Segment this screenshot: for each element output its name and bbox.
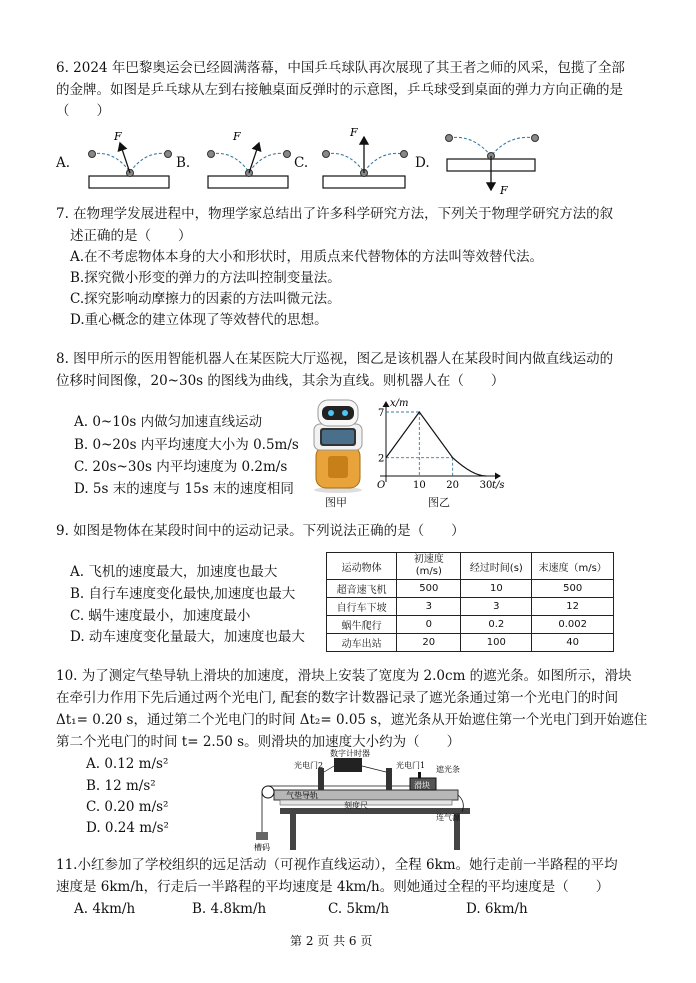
table-header-row [327,553,614,580]
table-row [327,580,614,598]
xt-graph-xtick-20: 20 [446,480,460,491]
q11-option-d: D. 6km/h [466,901,528,917]
table-cell: 自行车下坡 [327,598,397,616]
label-shade: 遮光条 [436,765,460,774]
q9-stem: 9. 如图是物体在某段时间中的运动记录。下列说法正确的是（ ） [56,523,465,539]
xt-graph-y-label: x/m [390,398,409,409]
q7-option-a: A.在不考虑物体本身的大小和形状时，用质点来代替物体的方法叫等效替代法。 [70,249,544,265]
q6-figure-d [443,128,539,198]
q7-stem-line1: 7. 在物理学发展进程中，物理学家总结出了许多科学研究方法，下列关于物理学研究方法的叙 [56,206,614,222]
label-ruler: 刻度尺 [344,801,368,810]
label-slider: 滑块 [414,781,430,790]
q11-option-c: C. 5km/h [328,901,390,917]
q6-force-label-c: F [350,126,358,139]
q10-stem-line3: Δt₁= 0.20 s，通过第二个光电门的时间 Δt₂= 0.05 s，遮光条从开始遮住第一个光电门到开始遮住 [56,712,648,728]
table-cell: 12 [532,598,614,616]
q6-option-a-label: A. [56,155,71,171]
xt-graph-x-label: t/s [492,480,505,491]
table-cell: 0 [397,616,461,634]
q6-force-label-a: F [114,130,122,143]
table-row [327,598,614,616]
q8-option-a: A. 0~10s 内做匀加速直线运动 [74,414,263,430]
robot-image [308,394,368,494]
table-header-cell: 经过时间(s) [461,553,532,580]
q8-stem-line1: 8. 图甲所示的医用智能机器人在某医院大厅巡视，图乙是该机器人在某段时间内做直线运动的 [56,351,614,367]
q6-answer-blank: （ ） [56,103,110,119]
table-cell: 3 [461,598,532,616]
q9-option-c: C. 蜗牛速度最小，加速度最小 [70,608,251,624]
q10-option-b: B. 12 m/s² [86,778,156,794]
xt-graph [368,396,508,496]
table-header-cell: 初速度 (m/s) [397,553,461,580]
table-cell: 10 [461,580,532,598]
q11-option-b: B. 4.8km/h [192,901,267,917]
xt-graph-ytick-2: 2 [378,453,385,465]
robot-figure-caption: 图甲 [325,496,347,509]
table-cell: 500 [532,580,614,598]
xt-graph-ytick-7: 7 [378,408,385,419]
q10-stem-line1: 10. 为了测定气垫导轨上滑块的加速度，滑块上安装了宽度为 2.0cm 的遮光条。如图所示，滑块 [56,668,632,684]
q10-stem-line4: 第二个光电门的时间 t= 2.50 s。则滑块的加速度大小约为（ ） [56,734,461,750]
q10-option-a: A. 0.12 m/s² [86,756,169,772]
xt-graph-origin: O [377,480,386,491]
table-cell: 0.2 [461,616,532,634]
q11-option-a: A. 4km/h [74,901,136,917]
label-rail: 气垫导轨 [286,791,318,800]
q6-figure-a [84,126,174,196]
q6-option-c-label: C. [294,155,309,171]
q8-option-c: C. 20s~30s 内平均速度为 0.2m/s [74,459,288,475]
graph-figure-caption: 图乙 [428,496,450,509]
q6-stem-line2: 的金牌。如图是乒乓球从左到右接触桌面反弹时的示意图，乒乓球受到桌面的弹力方向正确的是 [56,82,623,98]
q11-stem-line1: 11.小红参加了学校组织的远足活动（可视作直线运动），全程 6km。她行走前一半路程的平均 [56,857,618,873]
table-cell: 超音速飞机 [327,580,397,598]
label-gate1: 光电门1 [396,761,426,770]
air-track-apparatus [250,748,472,852]
table-cell: 动车出站 [327,634,397,652]
table-cell: 20 [397,634,461,652]
q9-option-d: D. 动车速度变化量最大，加速度也最大 [70,629,305,645]
label-air: 连气源 [436,813,460,822]
page-number-footer: 第 2 页 共 6 页 [290,934,373,948]
q10-option-d: D. 0.24 m/s² [86,820,169,836]
q7-option-c: C.探究影响动摩擦力的因素的方法叫微元法。 [70,291,341,307]
table-cell: 3 [397,598,461,616]
q6-option-d-label: D. [415,155,430,171]
label-counter: 数字计时器 [330,749,370,758]
table-row [327,634,614,652]
q8-stem-line2: 位移时间图像，20~30s 的图线为曲线，其余为直线。则机器人在（ ） [56,373,505,389]
table-header-cell: 运动物体 [327,553,397,580]
q11-stem-line2: 速度是 6km/h，行走后一半路程的平均速度是 4km/h。则她通过全程的平均速度是（ ） [56,879,610,895]
xt-graph-xtick-10: 10 [412,480,426,491]
q6-figure-b [203,126,293,196]
q10-option-c: C. 0.20 m/s² [86,799,169,815]
q9-option-b: B. 自行车速度变化最快,加速度也最大 [70,586,296,602]
table-cell: 500 [397,580,461,598]
q10-stem-line2: 在牵引力作用下先后通过两个光电门, 配套的数字计数器记录了遮光条通过第一个光电门的时间 [56,690,619,706]
q7-stem-line2: 述正确的是（ ） [70,228,192,244]
xt-graph-line [386,412,486,476]
q7-option-b: B.探究微小形变的弹力的方法叫控制变量法。 [70,270,341,286]
table-cell: 蜗牛爬行 [327,616,397,634]
label-gate2: 光电门2 [294,761,324,770]
q9-option-a: A. 飞机的速度最大，加速度也最大 [70,564,278,580]
q6-figure-c [318,122,410,196]
table-header-cell: 末速度（m/s） [532,553,614,580]
table-cell: 0.002 [532,616,614,634]
q6-option-b-label: B. [176,155,191,171]
q7-option-d: D.重心概念的建立体现了等效替代的思想。 [70,312,328,328]
table-cell: 100 [461,634,532,652]
table-cell: 40 [532,634,614,652]
q8-option-d: D. 5s 末的速度与 15s 末的速度相同 [74,481,294,497]
table-row [327,616,614,634]
xt-graph-xtick-30: 30 [479,480,493,491]
q6-force-label-d: F [500,184,508,197]
q6-stem-line1: 6. 2024 年巴黎奥运会已经圆满落幕，中国乒乓球队再次展现了其王者之师的风采，包揽了全部 [56,60,625,76]
q6-force-label-b: F [233,130,241,143]
label-weight: 槽码 [254,843,270,852]
motion-record-table [326,552,614,652]
q8-option-b: B. 0~20s 内平均速度大小为 0.5m/s [74,437,299,453]
